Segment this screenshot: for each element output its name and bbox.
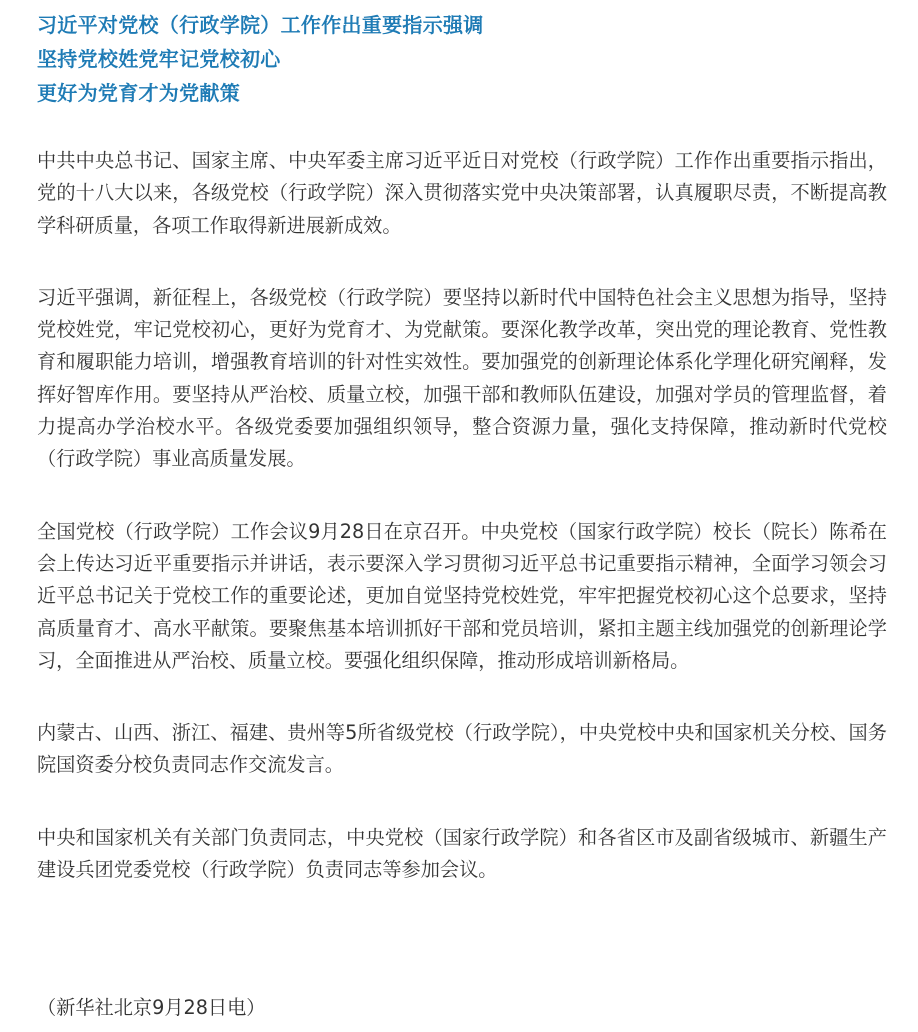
article-paragraph: 中共中央总书记、国家主席、中央军委主席习近平近日对党校（行政学院）工作作出重要指示指出，党的十八大以来，各级党校（行政学院）深入贯彻落实党中央决策部署，认真履职尽责，不断提高教学科研质量，各项工作取得新进展新成效。 [37,149,887,237]
headline [37,8,897,110]
article-paragraph: 内蒙古、山西、浙江、福建、贵州等5所省级党校（行政学院），中央党校中央和国家机关分校、国务院国资委分校负责同志作交流发言。 [37,721,887,777]
article-paragraph: 习近平强调，新征程上，各级党校（行政学院）要坚持以新时代中国特色社会主义思想为指导，坚持党校姓党，牢记党校初心，更好为党育才、为党献策。要深化教学改革，突出党的理论教育、党性教育和履职能力培训，增强教育培训的针对性实效性。要加强党的创新理论体系化学理化研究阐释，发挥好智库作用。要坚持从严治校、质量立校，加强干部和教师队伍建设，加强对学员的管理监督，着力提高办学治校水平。各级党委要加强组织领导，整合资源力量，强化支持保障，推动新时代党校（行政学院）事业高质量发展。 [37,285,887,471]
headline-line-2: 坚持党校姓党牢记党校初心 [37,47,281,71]
article-source: （新华社北京9月28日电） [37,996,266,1019]
article-paragraph: 全国党校（行政学院）工作会议9月28日在京召开。中央党校（国家行政学院）校长（院长）陈希在会上传达习近平重要指示并讲话，表示要深入学习贯彻习近平总书记重要指示精神，全面学习领会习近平总书记关于党校工作的重要论述，更加自觉坚持党校姓党，牢牢把握党校初心这个总要求，坚持高质量育才、高水平献策。要聚焦基本培训抓好干部和党员培训，紧扣主题主线加强党的创新理论学习，全面推进从严治校、质量立校。要强化组织保障，推动形成培训新格局。 [37,519,887,672]
headline-line-3: 更好为党育才为党献策 [37,81,240,105]
article-body [37,145,887,916]
article-paragraph: 中央和国家机关有关部门负责同志，中央党校（国家行政学院）和各省区市及副省级城市、新疆生产建设兵团党委党校（行政学院）负责同志等参加会议。 [37,825,887,882]
headline-line-1: 习近平对党校（行政学院）工作作出重要指示强调 [37,13,484,37]
